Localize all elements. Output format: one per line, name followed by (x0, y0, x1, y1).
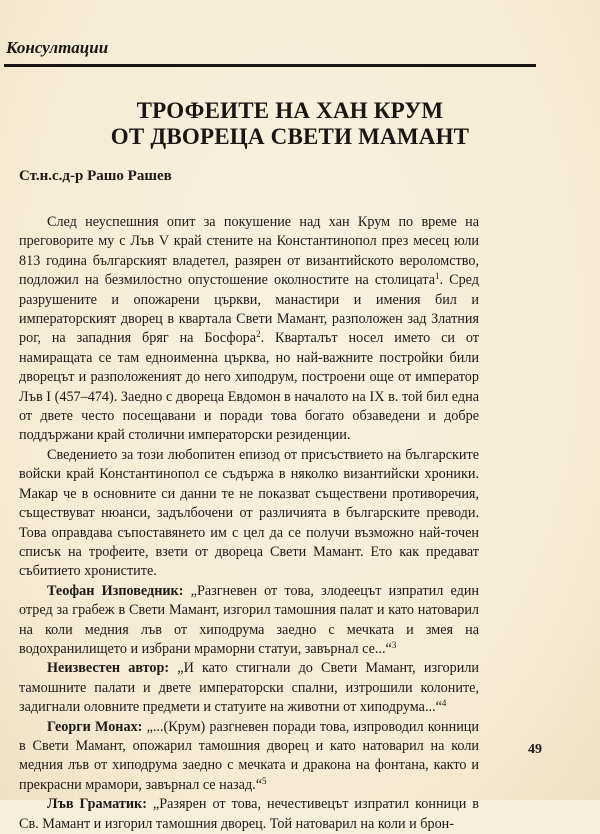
chronicler-name: Теофан Изповедник: (47, 582, 184, 599)
section-header: Консултации (6, 38, 109, 57)
quote-paragraph (19, 795, 479, 834)
quote-paragraph (19, 718, 479, 796)
quote-paragraph (19, 582, 479, 660)
footnote-ref: 1 (435, 271, 440, 282)
paragraph (19, 213, 479, 446)
chronicler-name: Георги Монах: (47, 718, 143, 735)
paragraph-text: . Сред разрушените и опожарени църкви, манастири и имения бил и императорският дворец в квартала Свети Мамант, разположен зад Златния рог, на западния бряг на Босфора (19, 272, 479, 347)
footnote-ref: 5 (262, 775, 267, 786)
article-body (19, 213, 479, 834)
article-author: Ст.н.с.д-р Рашо Рашев (19, 168, 172, 184)
paragraph-text: . Кварталът носел името си от намиращата се там едноименна църква, но най-важните постройки били дворецът и разположеният до него хиподрум, построени още от император Лъв I (457–474). Заедно с двореца Евдомон в началото на IX в. той бил една от двете често посещавани и поради това богато обзаведени и добре поддържани край столични императорски резиденции. (19, 330, 479, 444)
chronicler-name: Лъв Граматик: (47, 796, 147, 813)
footnote-ref: 4 (441, 698, 447, 709)
article-title-line-2: ОТ ДВОРЕЦА СВЕТИ МАМАНТ (110, 124, 470, 149)
article-title-line-1: ТРОФЕИТЕ НА ХАН КРУМ (136, 98, 444, 123)
paragraph-text: След неуспешния опит за покушение над хан Крум по време на преговорите му с Лъв V край стените на Константинопол през месец юли 813 година българският владетел, разярен от византийското вероломство, подложил на безмилостно опустошение околностите на столицата (19, 214, 479, 289)
quote-text: „И като стигнали до Свети Мамант, изгорили тамошните палати и двете императорски спални, изтрошили колоните, задигнали оловните предмети и статуите на животни от хиподрума...“ (19, 660, 479, 716)
paragraph: Сведението за този любопитен епизод от присъствието на българските войски край Константинопол се съдържа в няколко византийски хроники. Макар че в основните си данни те не показват съществени противоречия, съществуват нюанси, задълбочени от различията в българските преводи. Това оправдава съпоставянето им с цел да се получи възможно най-точен списък на трофеите, взети от двореца Свети Мамант. Ето как предават събитието хронистите. (19, 446, 479, 580)
quote-paragraph (19, 659, 479, 717)
quote-text: „...(Крум) разгневен поради това, изпроводил конници в Свети Мамант, опожарил тамошния дворец и като натоварил на коли медния лъв от хиподрума заедно с мечката и дракона на фонтана, както и прекрасни мрамори, завърнал се назад.“ (19, 718, 479, 793)
page-number: 49 (528, 742, 542, 757)
section-divider (4, 64, 536, 67)
quote-text: „Разгневен от това, злодеецът изпратил един отред за грабеж в Свети Мамант, изгорил тамошния палат и като натоварил на коли медния лъв от хиподрума заедно с мечката и змея на водохранилището и избрани мраморни статуи, завърнал се...“ (19, 582, 479, 657)
chronicler-name: Неизвестен автор: (47, 660, 170, 677)
quote-text: „Разярен от това, нечестивецът изпратил конници в Св. Мамант и изгорил тамошния дворец. Той натоварил на коли и брон- (19, 796, 479, 832)
footnote-ref: 3 (391, 639, 397, 650)
footnote-ref: 2 (256, 329, 261, 340)
